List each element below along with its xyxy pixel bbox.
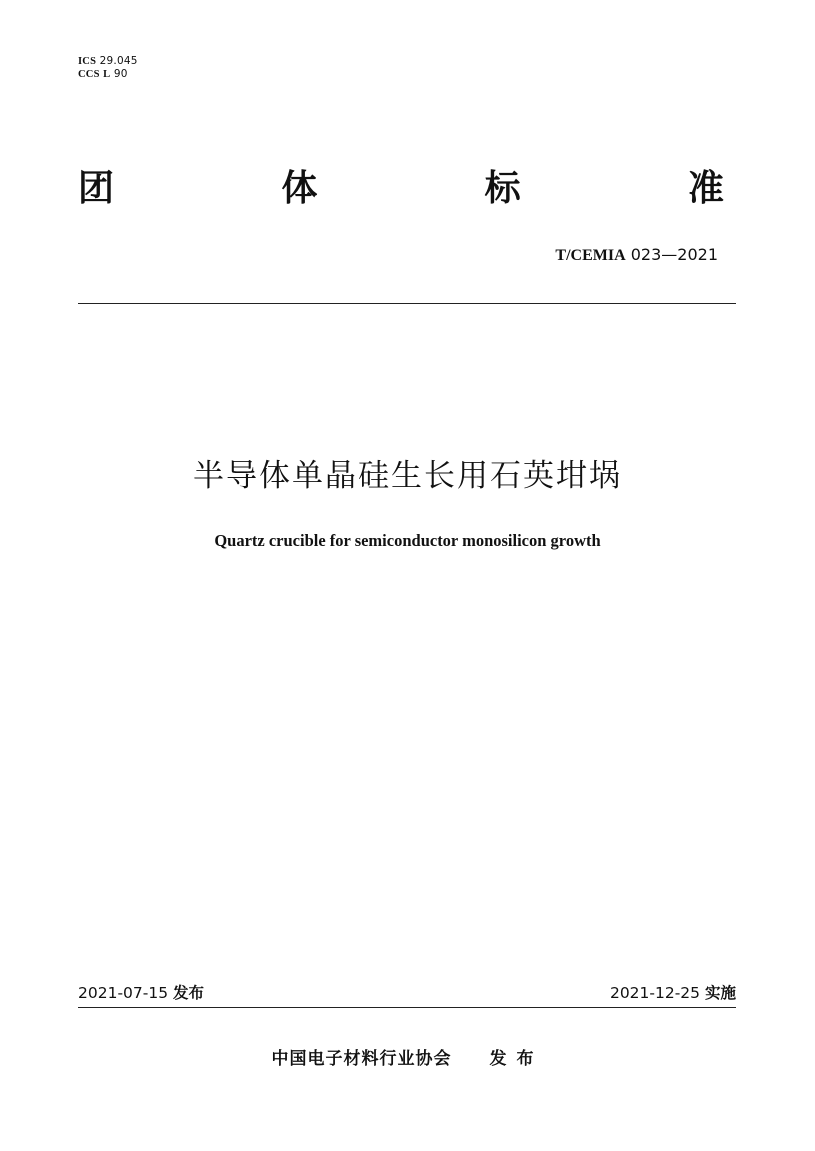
ccs-value: 90 [113, 68, 128, 80]
publisher-line [0, 1047, 815, 1071]
standard-type-char: 标 [484, 168, 521, 209]
ics-label: ICS [78, 56, 97, 67]
ccs-label: CCS [78, 69, 100, 80]
classification-codes [78, 55, 138, 81]
publish-label: 发布 [173, 984, 205, 1002]
standard-number-prefix: T/CEMIA [555, 247, 626, 264]
publisher-action: 发布 [489, 1049, 544, 1069]
standard-type-heading [78, 165, 724, 213]
dates-row [78, 983, 736, 1003]
ics-code [78, 55, 138, 68]
standard-type-char: 准 [687, 168, 724, 209]
publish-date: 2021-07-15 [78, 984, 169, 1002]
implement-date: 2021-12-25 [609, 984, 701, 1002]
ccs-letter: L [103, 69, 111, 80]
document-title-chinese: 半导体单晶硅生长用石英坩埚 [193, 458, 622, 494]
document-title-english: Quartz crucible for semiconductor monosilicon growth [214, 531, 601, 550]
standard-type-char: 体 [281, 168, 318, 209]
header-divider [78, 303, 736, 304]
standard-number [555, 244, 718, 267]
footer-divider [78, 1007, 736, 1008]
ccs-code [78, 68, 138, 81]
standard-number-value: 023—2021 [630, 245, 718, 264]
publisher-organization: 中国电子材料行业协会 [271, 1049, 452, 1069]
standard-type-char: 团 [78, 168, 115, 209]
implement-date-block [610, 983, 736, 1003]
publish-date-block [78, 983, 204, 1003]
ics-value: 29.045 [99, 55, 138, 67]
implement-label: 实施 [704, 984, 736, 1002]
